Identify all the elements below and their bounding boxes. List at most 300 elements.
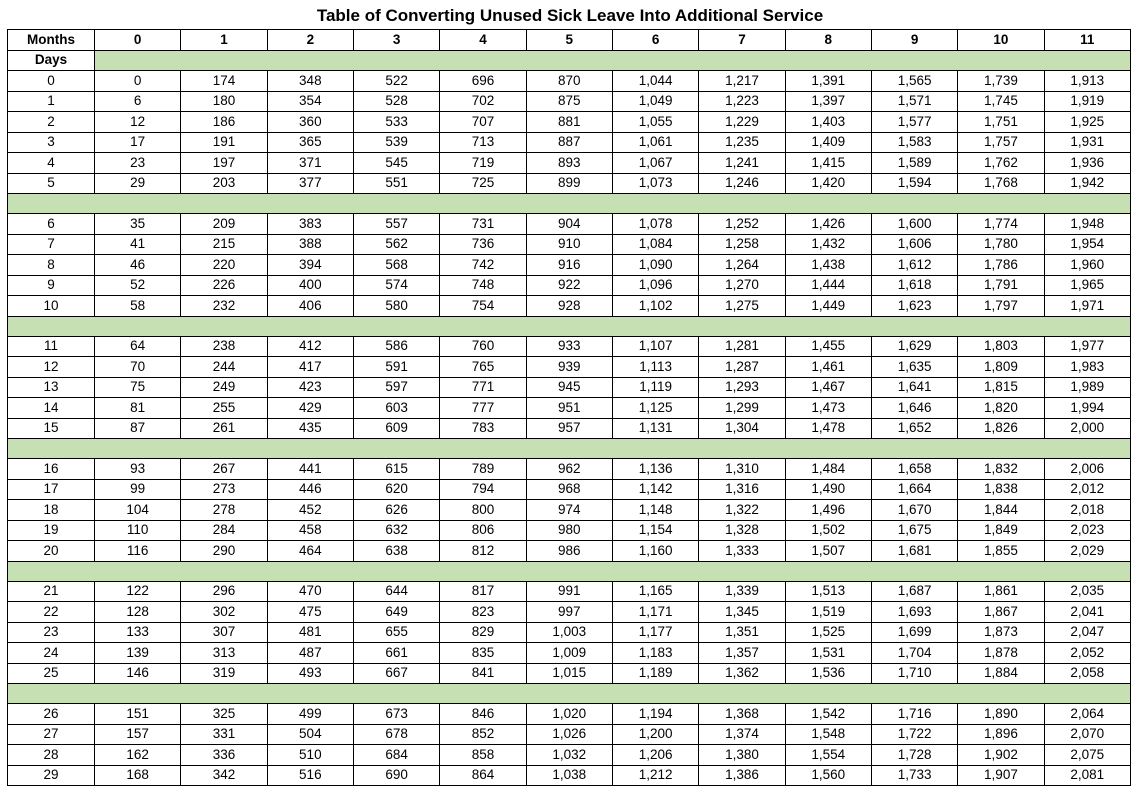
table-row bbox=[8, 173, 1131, 194]
value-cell: 400 bbox=[267, 275, 353, 296]
value-cell: 273 bbox=[181, 479, 267, 500]
group-separator-row bbox=[8, 194, 1131, 214]
day-cell: 3 bbox=[8, 132, 95, 153]
value-cell: 1,299 bbox=[699, 398, 785, 419]
table-row bbox=[8, 520, 1131, 541]
value-cell: 1,873 bbox=[958, 622, 1044, 643]
value-cell: 1,165 bbox=[612, 581, 698, 602]
value-cell: 510 bbox=[267, 745, 353, 766]
table-row bbox=[8, 255, 1131, 276]
value-cell: 191 bbox=[181, 132, 267, 153]
value-cell: 864 bbox=[440, 765, 526, 786]
value-cell: 1,212 bbox=[612, 765, 698, 786]
day-cell: 2 bbox=[8, 112, 95, 133]
value-cell: 1,067 bbox=[612, 153, 698, 174]
value-cell: 2,029 bbox=[1044, 541, 1130, 562]
value-cell: 899 bbox=[526, 173, 612, 194]
value-cell: 1,884 bbox=[958, 663, 1044, 684]
value-cell: 1,844 bbox=[958, 500, 1044, 521]
value-cell: 1,229 bbox=[699, 112, 785, 133]
value-cell: 2,041 bbox=[1044, 602, 1130, 623]
value-cell: 1,536 bbox=[785, 663, 871, 684]
value-cell: 1,461 bbox=[785, 357, 871, 378]
value-cell: 1,444 bbox=[785, 275, 871, 296]
value-cell: 1,670 bbox=[871, 500, 957, 521]
value-cell: 1,275 bbox=[699, 296, 785, 317]
value-cell: 1,107 bbox=[612, 336, 698, 357]
value-cell: 1,890 bbox=[958, 704, 1044, 725]
days-header-label: Days bbox=[8, 50, 95, 71]
day-cell: 6 bbox=[8, 214, 95, 235]
value-cell: 1,757 bbox=[958, 132, 1044, 153]
value-cell: 870 bbox=[526, 71, 612, 92]
value-cell: 1,252 bbox=[699, 214, 785, 235]
value-cell: 1,646 bbox=[871, 398, 957, 419]
month-header-cell: 1 bbox=[181, 30, 267, 51]
value-cell: 87 bbox=[95, 418, 181, 439]
table-row bbox=[8, 418, 1131, 439]
value-cell: 441 bbox=[267, 459, 353, 480]
table-row bbox=[8, 602, 1131, 623]
day-cell: 27 bbox=[8, 724, 95, 745]
value-cell: 249 bbox=[181, 377, 267, 398]
day-cell: 4 bbox=[8, 153, 95, 174]
value-cell: 1,815 bbox=[958, 377, 1044, 398]
table-row bbox=[8, 275, 1131, 296]
value-cell: 12 bbox=[95, 112, 181, 133]
value-cell: 504 bbox=[267, 724, 353, 745]
value-cell: 1,780 bbox=[958, 234, 1044, 255]
value-cell: 951 bbox=[526, 398, 612, 419]
value-cell: 881 bbox=[526, 112, 612, 133]
value-cell: 1,032 bbox=[526, 745, 612, 766]
value-cell: 1,554 bbox=[785, 745, 871, 766]
value-cell: 1,432 bbox=[785, 234, 871, 255]
value-cell: 713 bbox=[440, 132, 526, 153]
value-cell: 696 bbox=[440, 71, 526, 92]
value-cell: 1,368 bbox=[699, 704, 785, 725]
value-cell: 1,826 bbox=[958, 418, 1044, 439]
value-cell: 1,786 bbox=[958, 255, 1044, 276]
value-cell: 1,565 bbox=[871, 71, 957, 92]
value-cell: 1,948 bbox=[1044, 214, 1130, 235]
day-cell: 9 bbox=[8, 275, 95, 296]
table-row bbox=[8, 132, 1131, 153]
value-cell: 1,148 bbox=[612, 500, 698, 521]
value-cell: 446 bbox=[267, 479, 353, 500]
day-cell: 15 bbox=[8, 418, 95, 439]
value-cell: 255 bbox=[181, 398, 267, 419]
value-cell: 875 bbox=[526, 91, 612, 112]
value-cell: 1,977 bbox=[1044, 336, 1130, 357]
value-cell: 754 bbox=[440, 296, 526, 317]
value-cell: 1,855 bbox=[958, 541, 1044, 562]
value-cell: 238 bbox=[181, 336, 267, 357]
value-cell: 470 bbox=[267, 581, 353, 602]
value-cell: 1,762 bbox=[958, 153, 1044, 174]
value-cell: 1,009 bbox=[526, 643, 612, 664]
value-cell: 1,728 bbox=[871, 745, 957, 766]
value-cell: 910 bbox=[526, 234, 612, 255]
value-cell: 203 bbox=[181, 173, 267, 194]
value-cell: 962 bbox=[526, 459, 612, 480]
value-cell: 1,455 bbox=[785, 336, 871, 357]
value-cell: 1,577 bbox=[871, 112, 957, 133]
day-cell: 20 bbox=[8, 541, 95, 562]
value-cell: 197 bbox=[181, 153, 267, 174]
value-cell: 794 bbox=[440, 479, 526, 500]
month-header-cell: 6 bbox=[612, 30, 698, 51]
value-cell: 777 bbox=[440, 398, 526, 419]
value-cell: 609 bbox=[353, 418, 439, 439]
value-cell: 481 bbox=[267, 622, 353, 643]
value-cell: 1,160 bbox=[612, 541, 698, 562]
value-cell: 371 bbox=[267, 153, 353, 174]
month-header-cell: 3 bbox=[353, 30, 439, 51]
value-cell: 215 bbox=[181, 234, 267, 255]
value-cell: 1,600 bbox=[871, 214, 957, 235]
value-cell: 128 bbox=[95, 602, 181, 623]
value-cell: 302 bbox=[181, 602, 267, 623]
value-cell: 313 bbox=[181, 643, 267, 664]
value-cell: 1,994 bbox=[1044, 398, 1130, 419]
table-row bbox=[8, 745, 1131, 766]
value-cell: 1,125 bbox=[612, 398, 698, 419]
value-cell: 383 bbox=[267, 214, 353, 235]
table-row bbox=[8, 377, 1131, 398]
value-cell: 986 bbox=[526, 541, 612, 562]
value-cell: 1,397 bbox=[785, 91, 871, 112]
value-cell: 1,258 bbox=[699, 234, 785, 255]
table-row bbox=[8, 296, 1131, 317]
value-cell: 261 bbox=[181, 418, 267, 439]
value-cell: 846 bbox=[440, 704, 526, 725]
value-cell: 1,304 bbox=[699, 418, 785, 439]
value-cell: 1,965 bbox=[1044, 275, 1130, 296]
table-row bbox=[8, 336, 1131, 357]
value-cell: 435 bbox=[267, 418, 353, 439]
day-cell: 7 bbox=[8, 234, 95, 255]
value-cell: 522 bbox=[353, 71, 439, 92]
value-cell: 1,531 bbox=[785, 643, 871, 664]
value-cell: 916 bbox=[526, 255, 612, 276]
separator-band bbox=[8, 684, 1131, 704]
value-cell: 1,084 bbox=[612, 234, 698, 255]
value-cell: 104 bbox=[95, 500, 181, 521]
value-cell: 562 bbox=[353, 234, 439, 255]
value-cell: 1,913 bbox=[1044, 71, 1130, 92]
day-cell: 19 bbox=[8, 520, 95, 541]
value-cell: 1,542 bbox=[785, 704, 871, 725]
value-cell: 1,055 bbox=[612, 112, 698, 133]
month-header-cell: 8 bbox=[785, 30, 871, 51]
value-cell: 232 bbox=[181, 296, 267, 317]
value-cell: 1,716 bbox=[871, 704, 957, 725]
value-cell: 719 bbox=[440, 153, 526, 174]
value-cell: 23 bbox=[95, 153, 181, 174]
value-cell: 1,502 bbox=[785, 520, 871, 541]
value-cell: 1,270 bbox=[699, 275, 785, 296]
value-cell: 557 bbox=[353, 214, 439, 235]
day-cell: 25 bbox=[8, 663, 95, 684]
value-cell: 1,183 bbox=[612, 643, 698, 664]
value-cell: 974 bbox=[526, 500, 612, 521]
value-cell: 1,902 bbox=[958, 745, 1044, 766]
value-cell: 278 bbox=[181, 500, 267, 521]
value-cell: 829 bbox=[440, 622, 526, 643]
table-row bbox=[8, 500, 1131, 521]
value-cell: 1,971 bbox=[1044, 296, 1130, 317]
value-cell: 684 bbox=[353, 745, 439, 766]
value-cell: 429 bbox=[267, 398, 353, 419]
value-cell: 731 bbox=[440, 214, 526, 235]
value-cell: 1,989 bbox=[1044, 377, 1130, 398]
value-cell: 2,070 bbox=[1044, 724, 1130, 745]
table-row bbox=[8, 643, 1131, 664]
value-cell: 452 bbox=[267, 500, 353, 521]
value-cell: 1,362 bbox=[699, 663, 785, 684]
value-cell: 1,681 bbox=[871, 541, 957, 562]
value-cell: 1,710 bbox=[871, 663, 957, 684]
value-cell: 568 bbox=[353, 255, 439, 276]
value-cell: 945 bbox=[526, 377, 612, 398]
value-cell: 388 bbox=[267, 234, 353, 255]
value-cell: 1,420 bbox=[785, 173, 871, 194]
value-cell: 1,583 bbox=[871, 132, 957, 153]
page-title: Table of Converting Unused Sick Leave Into Additional Service bbox=[316, 6, 824, 25]
value-cell: 116 bbox=[95, 541, 181, 562]
value-cell: 1,293 bbox=[699, 377, 785, 398]
group-separator-row bbox=[8, 684, 1131, 704]
day-cell: 22 bbox=[8, 602, 95, 623]
value-cell: 267 bbox=[181, 459, 267, 480]
day-cell: 21 bbox=[8, 581, 95, 602]
value-cell: 52 bbox=[95, 275, 181, 296]
month-header-cell: 10 bbox=[958, 30, 1044, 51]
value-cell: 354 bbox=[267, 91, 353, 112]
day-cell: 18 bbox=[8, 500, 95, 521]
value-cell: 957 bbox=[526, 418, 612, 439]
group-separator-row bbox=[8, 561, 1131, 581]
value-cell: 1,015 bbox=[526, 663, 612, 684]
month-header-cell: 0 bbox=[95, 30, 181, 51]
value-cell: 2,047 bbox=[1044, 622, 1130, 643]
value-cell: 348 bbox=[267, 71, 353, 92]
day-cell: 16 bbox=[8, 459, 95, 480]
value-cell: 1,281 bbox=[699, 336, 785, 357]
value-cell: 139 bbox=[95, 643, 181, 664]
value-cell: 597 bbox=[353, 377, 439, 398]
value-cell: 551 bbox=[353, 173, 439, 194]
value-cell: 174 bbox=[181, 71, 267, 92]
days-header-row bbox=[8, 50, 1131, 71]
value-cell: 516 bbox=[267, 765, 353, 786]
value-cell: 290 bbox=[181, 541, 267, 562]
value-cell: 1,061 bbox=[612, 132, 698, 153]
value-cell: 707 bbox=[440, 112, 526, 133]
value-cell: 1,026 bbox=[526, 724, 612, 745]
value-cell: 146 bbox=[95, 663, 181, 684]
value-cell: 1,675 bbox=[871, 520, 957, 541]
separator-band bbox=[8, 439, 1131, 459]
value-cell: 360 bbox=[267, 112, 353, 133]
value-cell: 1,704 bbox=[871, 643, 957, 664]
value-cell: 1,113 bbox=[612, 357, 698, 378]
value-cell: 1,519 bbox=[785, 602, 871, 623]
months-header-row bbox=[8, 30, 1131, 51]
separator-band bbox=[8, 194, 1131, 214]
value-cell: 1,380 bbox=[699, 745, 785, 766]
table-row bbox=[8, 71, 1131, 92]
value-cell: 1,310 bbox=[699, 459, 785, 480]
value-cell: 1,652 bbox=[871, 418, 957, 439]
value-cell: 1,919 bbox=[1044, 91, 1130, 112]
value-cell: 1,449 bbox=[785, 296, 871, 317]
value-cell: 1,357 bbox=[699, 643, 785, 664]
value-cell: 1,473 bbox=[785, 398, 871, 419]
value-cell: 1,739 bbox=[958, 71, 1044, 92]
value-cell: 244 bbox=[181, 357, 267, 378]
value-cell: 1,548 bbox=[785, 724, 871, 745]
value-cell: 771 bbox=[440, 377, 526, 398]
value-cell: 1,838 bbox=[958, 479, 1044, 500]
value-cell: 835 bbox=[440, 643, 526, 664]
value-cell: 2,006 bbox=[1044, 459, 1130, 480]
value-cell: 365 bbox=[267, 132, 353, 153]
value-cell: 1,136 bbox=[612, 459, 698, 480]
value-cell: 1,797 bbox=[958, 296, 1044, 317]
value-cell: 58 bbox=[95, 296, 181, 317]
table-row bbox=[8, 214, 1131, 235]
value-cell: 1,223 bbox=[699, 91, 785, 112]
value-cell: 742 bbox=[440, 255, 526, 276]
value-cell: 1,328 bbox=[699, 520, 785, 541]
day-cell: 23 bbox=[8, 622, 95, 643]
sick-leave-conversion-table bbox=[7, 29, 1131, 786]
days-header-band bbox=[95, 50, 1131, 71]
value-cell: 800 bbox=[440, 500, 526, 521]
value-cell: 1,745 bbox=[958, 91, 1044, 112]
value-cell: 626 bbox=[353, 500, 439, 521]
value-cell: 1,861 bbox=[958, 581, 1044, 602]
value-cell: 1,171 bbox=[612, 602, 698, 623]
value-cell: 1,722 bbox=[871, 724, 957, 745]
value-cell: 1,774 bbox=[958, 214, 1044, 235]
value-cell: 789 bbox=[440, 459, 526, 480]
table-row bbox=[8, 765, 1131, 786]
value-cell: 765 bbox=[440, 357, 526, 378]
value-cell: 591 bbox=[353, 357, 439, 378]
value-cell: 1,038 bbox=[526, 765, 612, 786]
month-header-cell: 9 bbox=[871, 30, 957, 51]
value-cell: 1,345 bbox=[699, 602, 785, 623]
value-cell: 493 bbox=[267, 663, 353, 684]
value-cell: 620 bbox=[353, 479, 439, 500]
value-cell: 1,589 bbox=[871, 153, 957, 174]
value-cell: 1,200 bbox=[612, 724, 698, 745]
value-cell: 209 bbox=[181, 214, 267, 235]
value-cell: 1,606 bbox=[871, 234, 957, 255]
group-separator-row bbox=[8, 439, 1131, 459]
day-cell: 5 bbox=[8, 173, 95, 194]
value-cell: 1,687 bbox=[871, 581, 957, 602]
value-cell: 1,415 bbox=[785, 153, 871, 174]
value-cell: 939 bbox=[526, 357, 612, 378]
value-cell: 284 bbox=[181, 520, 267, 541]
value-cell: 1,936 bbox=[1044, 153, 1130, 174]
value-cell: 377 bbox=[267, 173, 353, 194]
table-row bbox=[8, 724, 1131, 745]
value-cell: 133 bbox=[95, 622, 181, 643]
value-cell: 632 bbox=[353, 520, 439, 541]
value-cell: 220 bbox=[181, 255, 267, 276]
value-cell: 1,513 bbox=[785, 581, 871, 602]
value-cell: 1,791 bbox=[958, 275, 1044, 296]
value-cell: 638 bbox=[353, 541, 439, 562]
table-row bbox=[8, 581, 1131, 602]
day-cell: 11 bbox=[8, 336, 95, 357]
value-cell: 1,896 bbox=[958, 724, 1044, 745]
value-cell: 1,351 bbox=[699, 622, 785, 643]
value-cell: 6 bbox=[95, 91, 181, 112]
value-cell: 702 bbox=[440, 91, 526, 112]
value-cell: 1,467 bbox=[785, 377, 871, 398]
value-cell: 2,081 bbox=[1044, 765, 1130, 786]
day-cell: 24 bbox=[8, 643, 95, 664]
value-cell: 1,073 bbox=[612, 173, 698, 194]
value-cell: 1,044 bbox=[612, 71, 698, 92]
value-cell: 1,560 bbox=[785, 765, 871, 786]
value-cell: 1,878 bbox=[958, 643, 1044, 664]
value-cell: 1,658 bbox=[871, 459, 957, 480]
value-cell: 806 bbox=[440, 520, 526, 541]
value-cell: 336 bbox=[181, 745, 267, 766]
table-row bbox=[8, 704, 1131, 725]
value-cell: 887 bbox=[526, 132, 612, 153]
value-cell: 574 bbox=[353, 275, 439, 296]
value-cell: 1,664 bbox=[871, 479, 957, 500]
day-cell: 10 bbox=[8, 296, 95, 317]
value-cell: 75 bbox=[95, 377, 181, 398]
month-header-cell: 5 bbox=[526, 30, 612, 51]
value-cell: 1,693 bbox=[871, 602, 957, 623]
value-cell: 1,612 bbox=[871, 255, 957, 276]
value-cell: 93 bbox=[95, 459, 181, 480]
value-cell: 475 bbox=[267, 602, 353, 623]
value-cell: 1,635 bbox=[871, 357, 957, 378]
value-cell: 1,020 bbox=[526, 704, 612, 725]
value-cell: 168 bbox=[95, 765, 181, 786]
value-cell: 2,058 bbox=[1044, 663, 1130, 684]
value-cell: 1,096 bbox=[612, 275, 698, 296]
table-row bbox=[8, 541, 1131, 562]
value-cell: 186 bbox=[181, 112, 267, 133]
table-row bbox=[8, 459, 1131, 480]
value-cell: 499 bbox=[267, 704, 353, 725]
value-cell: 580 bbox=[353, 296, 439, 317]
month-header-cell: 2 bbox=[267, 30, 353, 51]
value-cell: 2,035 bbox=[1044, 581, 1130, 602]
value-cell: 667 bbox=[353, 663, 439, 684]
value-cell: 823 bbox=[440, 602, 526, 623]
value-cell: 748 bbox=[440, 275, 526, 296]
value-cell: 1,102 bbox=[612, 296, 698, 317]
value-cell: 661 bbox=[353, 643, 439, 664]
day-cell: 14 bbox=[8, 398, 95, 419]
value-cell: 1,003 bbox=[526, 622, 612, 643]
value-cell: 1,907 bbox=[958, 765, 1044, 786]
value-cell: 783 bbox=[440, 418, 526, 439]
